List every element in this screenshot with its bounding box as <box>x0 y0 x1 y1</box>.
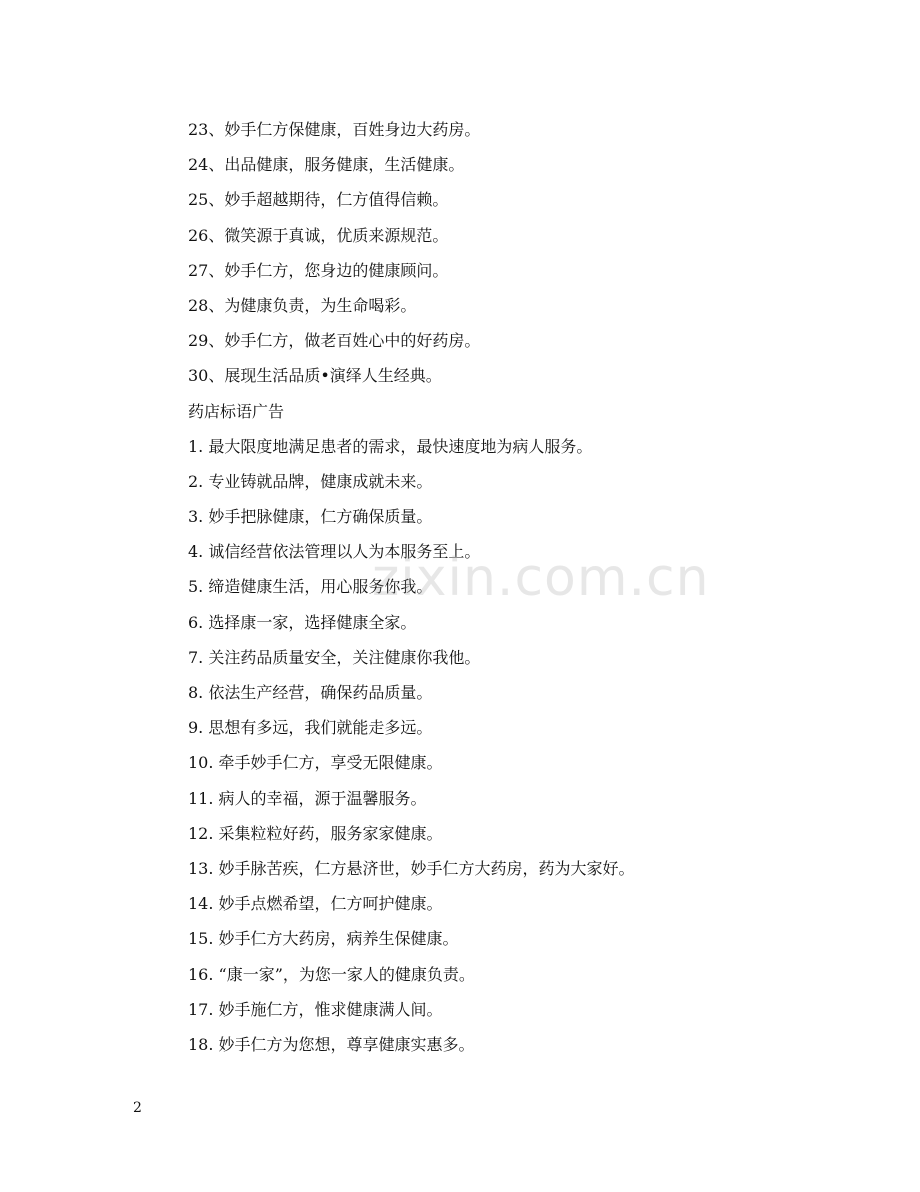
watermark-text: zixin.com.cn <box>372 548 710 608</box>
slogan-line-25: 25、妙手超越期待，仁方值得信赖。 <box>188 190 449 210</box>
ad-line-18: 18. 妙手仁方为您想，尊享健康实惠多。 <box>188 1034 475 1054</box>
ad-line-10: 10. 牵手妙手仁方，享受无限健康。 <box>188 753 443 773</box>
ad-line-17: 17. 妙手施仁方，惟求健康满人间。 <box>188 999 443 1019</box>
slogan-line-23: 23、妙手仁方保健康，百姓身边大药房。 <box>188 120 481 139</box>
ad-line-12: 12. 采集粒粒好药，服务家家健康。 <box>188 823 443 843</box>
ad-line-1: 1. 最大限度地满足患者的需求，最快速度地为病人服务。 <box>188 436 593 456</box>
ad-line-2: 2. 专业铸就品牌，健康成就未来。 <box>188 471 433 491</box>
slogan-line-29: 29、妙手仁方，做老百姓心中的好药房。 <box>188 331 481 351</box>
slogan-line-27: 27、妙手仁方，您身边的健康顾问。 <box>188 260 449 280</box>
ad-line-15: 15. 妙手仁方大药房，病养生保健康。 <box>188 929 459 949</box>
slogan-line-28: 28、为健康负责，为生命喝彩。 <box>188 295 417 315</box>
ad-line-3: 3. 妙手把脉健康，仁方确保质量。 <box>188 507 433 527</box>
ad-line-16: 16. “康一家”，为您一家人的健康负责。 <box>188 964 475 984</box>
ad-line-11: 11. 病人的幸福，源于温馨服务。 <box>188 788 427 808</box>
ad-line-14: 14. 妙手点燃希望，仁方呵护健康。 <box>188 894 443 914</box>
ad-line-6: 6. 选择康一家，选择健康全家。 <box>188 612 417 632</box>
slogan-line-30: 30、展现生活品质•演绎人生经典。 <box>188 366 442 386</box>
slogan-line-24: 24、出品健康，服务健康，生活健康。 <box>188 155 465 175</box>
ad-line-5: 5. 缔造健康生活，用心服务你我。 <box>188 577 433 597</box>
section-heading: 药店标语广告 <box>188 401 285 421</box>
ad-line-13: 13. 妙手脉苦疾，仁方悬济世，妙手仁方大药房，药为大家好。 <box>188 858 635 878</box>
ad-line-4: 4. 诚信经营依法管理以人为本服务至上。 <box>188 542 481 562</box>
slogan-line-26: 26、微笑源于真诚，优质来源规范。 <box>188 225 449 245</box>
ad-line-8: 8. 依法生产经营，确保药品质量。 <box>188 683 433 702</box>
ad-line-7: 7. 关注药品质量安全，关注健康你我他。 <box>188 647 481 667</box>
ad-line-9: 9. 思想有多远，我们就能走多远。 <box>188 718 433 738</box>
page-number: 2 <box>133 1100 142 1116</box>
document-body <box>188 112 828 1062</box>
